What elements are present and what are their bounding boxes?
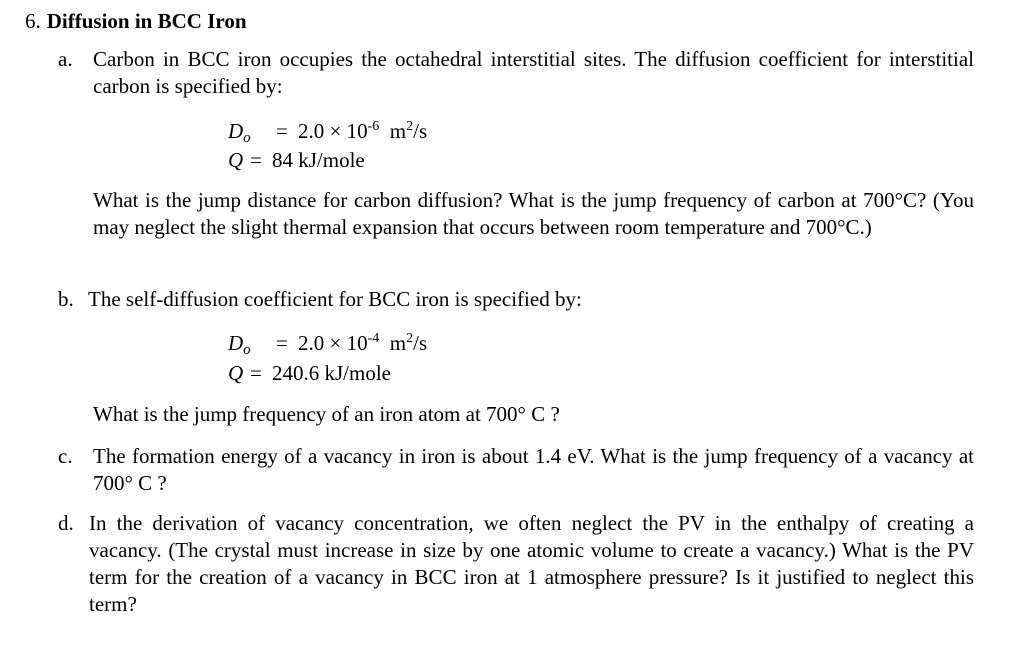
d0-symbol: $D_o$ <box>228 331 251 358</box>
part-a-intro <box>58 46 974 100</box>
part-b-q-equation <box>228 360 391 387</box>
q-value: 84 kJ/mole <box>272 148 365 172</box>
part-d <box>58 510 974 618</box>
d0-value: $2.0 \times 10^{-4}$ $m^2/s$ <box>298 331 428 355</box>
q-value: 240.6 kJ/mole <box>272 361 391 385</box>
part-a-label: a. <box>58 47 73 71</box>
d0-value: $2.0 \times 10^{-6}$ $m^2/s$ <box>298 119 428 143</box>
equals-sign: = <box>276 331 288 355</box>
equals-sign: = <box>250 361 262 385</box>
equals-sign: = <box>276 119 288 143</box>
part-a-intro-text: Carbon in BCC iron occupies the octahedral interstitial sites. The diffusion coefficient for interstitial carbon is specified by: <box>93 47 974 98</box>
part-b-d0-equation <box>228 330 427 364</box>
part-b-intro <box>58 286 974 313</box>
d0-symbol: $D_o$ <box>228 119 251 146</box>
problem-title: Diffusion in BCC Iron <box>46 9 247 33</box>
part-b-intro-text: The self-diffusion coefficient for BCC iron is specified by: <box>88 287 582 311</box>
q-symbol: Q <box>228 361 244 385</box>
part-a-q-equation <box>228 147 365 174</box>
part-a-question: What is the jump distance for carbon diffusion? What is the jump frequency of carbon at 700°C? (You may neglect the slight thermal expansion that occurs between room temperature and 700°C.) <box>93 188 974 239</box>
part-c-label: c. <box>58 444 73 468</box>
part-d-text: In the derivation of vacancy concentration, we often neglect the PV in the enthalpy of creating a vacancy. (The crystal must increase in size by one atomic volume to create a vacancy.) What is the PV term for the creation of a vacancy in BCC iron at 1 atmosphere pressure? Is it justified to neglect this term? <box>89 511 974 616</box>
part-b-label: b. <box>58 287 74 311</box>
part-b-question: What is the jump frequency of an iron atom at 700° C ? <box>93 402 560 426</box>
equals-sign: = <box>250 148 262 172</box>
part-c <box>58 443 974 497</box>
problem-number: 6. <box>25 9 41 33</box>
q-symbol: Q <box>228 148 244 172</box>
problem-heading <box>25 8 247 35</box>
part-d-label: d. <box>58 511 74 535</box>
part-c-text: The formation energy of a vacancy in iron is about 1.4 eV. What is the jump frequency of a vacancy at 700° C ? <box>93 444 974 495</box>
